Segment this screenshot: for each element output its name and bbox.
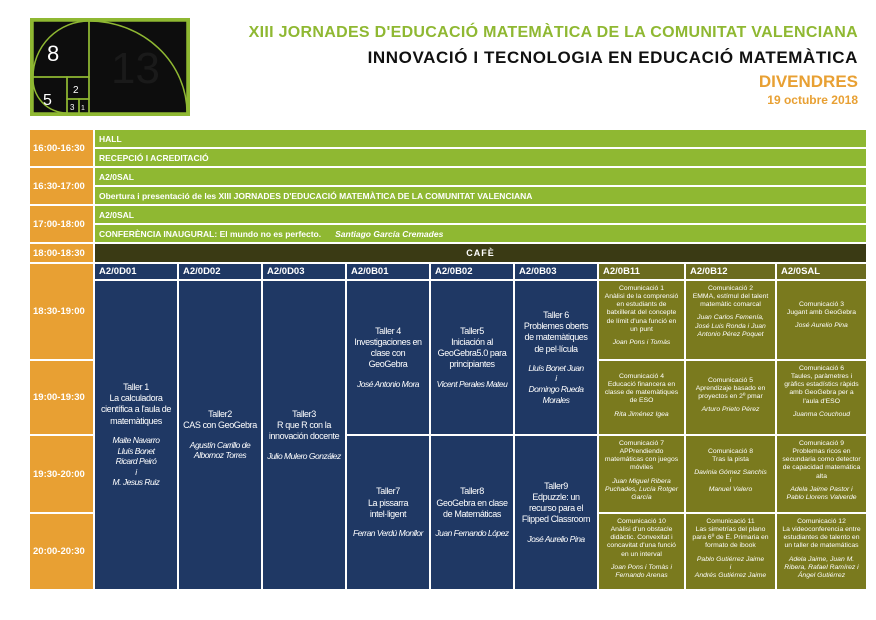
time-slot: 18:00-18:30 [29,243,94,263]
taller-authors: Ferran Verdú Monllor [353,528,423,539]
comunicacio-name: Comunicació 12 La videoconferencia entre estudiantes de talento en un taller de matemáticas [782,518,861,550]
comunicacio-authors: Juanma Couchoud [792,410,851,418]
room-row: A2/0SAL [94,167,867,186]
room-header: A2/0B11 [598,263,685,280]
event-subtitle: INNOVACIÓ I TECNOLOGIA EN EDUCACIÓ MATEMÀTICA [367,48,858,67]
comunicacio-cell [685,435,776,513]
taller-name: Taller3 R que R con la innovación docente [268,408,340,442]
taller-name: Taller 6 Problemes oberts de matemàtiques de pel·lícula [523,309,589,354]
taller-authors: Vicent Perales Mateu [436,378,508,389]
comunicacio-name: Comunicació 10 Anàlisi d'un obstacle didàctic. Convexitat i concavitat d'una funció en un interval [607,518,676,558]
comunicacio-authors: Adela Jaime Pastor i Pablo Llorens Valverde [786,485,857,501]
comunicacio-authors: José Aurelio Pina [795,322,848,330]
comunicacio-name: Comunicació 3 Jugant amb GeoGebra [786,301,857,317]
comunicacio-name: Comunicació 4 Educació financera en classe de matemàtiques de ESO [604,373,679,405]
taller-name: Taller8 GeoGebra en clase de Matemáticas [436,486,508,519]
taller-cell [262,280,346,590]
logo [30,18,190,116]
comunicacio-name: Comunicació 8 Tras la pista [708,448,753,464]
hall-row: HALL [94,129,867,148]
room-header: A2/0B12 [685,263,776,280]
logo-number-1: 1 [81,105,85,112]
logo-graphic [33,21,187,113]
comunicacio-name: Comunicació 2 EMMA, estímul del talent matemàtic comarcal [692,285,769,309]
comunicacio-cell [598,435,685,513]
recepcio-row: RECEPCIÓ I ACREDITACIÓ [94,148,867,167]
room-header: A2/0D01 [94,263,178,280]
date-label: 19 octubre 2018 [767,93,858,107]
comunicacio-authors: Adela Jaime, Juan M. Ribera, Rafael Ramírez i Ángel Gutiérrez [784,555,859,579]
taller-authors: Agustín Carrillo de Albornoz Torres [189,439,251,461]
time-slot: 16:30-17:00 [29,167,94,205]
taller-cell [346,280,430,435]
logo-number-13: 13 [111,44,160,93]
obertura-row: Obertura i presentació de les XIII JORNADES D'EDUCACIÓ MATEMÀTICA DE LA COMUNITAT VALENCIANA [94,186,867,205]
room-header: A2/0B01 [346,263,430,280]
taller-authors: Lluís Bonet Juan i Domingo Rueda Morales [528,362,584,405]
taller-cell [514,280,598,435]
taller-authors: Julio Mulero González [267,450,341,461]
day-label: DIVENDRES [758,72,858,91]
comunicacio-name: Comunicació 1 Anàlisi de la comprensió en estudiants de batxillerat del concepte de límit d'una funció en un punt [604,285,679,333]
time-slot: 16:00-16:30 [29,129,94,167]
schedule-grid [29,129,867,590]
room-header: A2/0D02 [178,263,262,280]
taller-name: Taller2 CAS con GeoGebra [183,409,257,431]
comunicacio-authors: Juan Miguel Ribera Puchades, Lucía Rotger García [605,477,678,501]
room-header: A2/0B03 [514,263,598,280]
comunicacio-cell [598,360,685,435]
taller-name: Taller9 Edpuzzle: un recurso para el Flipped Classroom [521,480,591,525]
conferencia-speaker: Santiago García Cremades [335,228,444,239]
comunicacio-authors: Davinia Gómez Sanchis i Manuel Valero [694,469,767,493]
comunicacio-cell [776,435,867,513]
taller-authors: José Aurelio Pina [527,533,585,544]
comunicacio-cell [776,513,867,590]
taller-cell [514,435,598,590]
comunicacio-authors: Rita Jiménez Igea [614,410,669,418]
taller-name: Taller7 La pissarra intel·ligent [367,486,409,519]
taller-name: Taller 4 Investigaciones en clase con GeoGebra [354,325,422,370]
taller-name: Taller5 Iniciación al GeoGebra5.0 para principiantes [437,325,507,370]
comunicacio-cell [776,280,867,360]
comunicacio-cell [776,360,867,435]
comunicacio-authors: Juan Carlos Femenía, José Luis Ronda i Juan Antonio Pérez Poquet [695,314,766,338]
logo-number-5: 5 [43,92,52,109]
comunicacio-name: Comunicació 7 APPrendiendo matemáticas con juegos móviles [604,440,679,472]
logo-number-2: 2 [73,85,79,96]
comunicacio-authors: Joan Pons i Tomàs [612,338,671,346]
room-row: A2/0SAL [94,205,867,224]
taller-cell [178,280,262,590]
room-header: A2/0B02 [430,263,514,280]
taller-cell [94,280,178,590]
time-slot: 19:30-20:00 [29,435,94,513]
conferencia-row [94,224,867,243]
taller-authors: Juan Fernando López [435,528,509,539]
taller-authors: José Antonio Mora [356,378,420,389]
comunicacio-name: Comunicació 6 Taules, paràmetres i gràfics estadístics ràpids amb GeoGebra per a l'aula d'ESO [784,365,859,405]
room-header: A2/0D03 [262,263,346,280]
room-header: A2/0SAL [776,263,867,280]
comunicacio-authors: Joan Pons i Tomàs i Fernando Arenas [611,563,672,579]
comunicacio-cell [598,280,685,360]
comunicacio-name: Comunicació 5 Aprendizaje basado en proyectos en 2º pmar [695,377,766,401]
taller-authors: Maite Navarro Lluís Bonet Ricard Peiró i M. Jesus Ruiz [112,434,160,488]
time-slot: 20:00-20:30 [29,513,94,590]
taller-cell [346,435,430,590]
cafe-row: CAFÈ [94,243,867,263]
conferencia-title: CONFERÈNCIA INAUGURAL: El mundo no es perfecto. [99,228,322,239]
comunicacio-authors: Pablo Gutiérrez Jaime i Andrés Gutiérrez Jaime [694,555,767,579]
comunicacio-authors: Arturo Prieto Pérez [701,406,760,414]
comunicacio-cell [598,513,685,590]
comunicacio-name: Comunicació 9 Problemas ricos en secundaria como detector de capacidad matemática alta [782,440,861,480]
time-slot: 18:30-19:00 [29,263,94,360]
comunicacio-name: Comunicació 11 Las simetrías del plano para 6º de E. Primaria en formato de ibook [692,518,769,550]
time-slot: 17:00-18:00 [29,205,94,243]
event-title: XIII JORNADES D'EDUCACIÓ MATEMÀTICA DE LA COMUNITAT VALENCIANA [248,24,858,41]
taller-name: Taller 1 La calculadora científica a l'aula de matemàtiques [101,381,171,426]
time-slot: 19:00-19:30 [29,360,94,435]
comunicacio-cell [685,513,776,590]
logo-number-8: 8 [47,41,60,66]
taller-cell [430,435,514,590]
logo-number-3: 3 [70,103,75,112]
taller-cell [430,280,514,435]
comunicacio-cell [685,280,776,360]
comunicacio-cell [685,360,776,435]
